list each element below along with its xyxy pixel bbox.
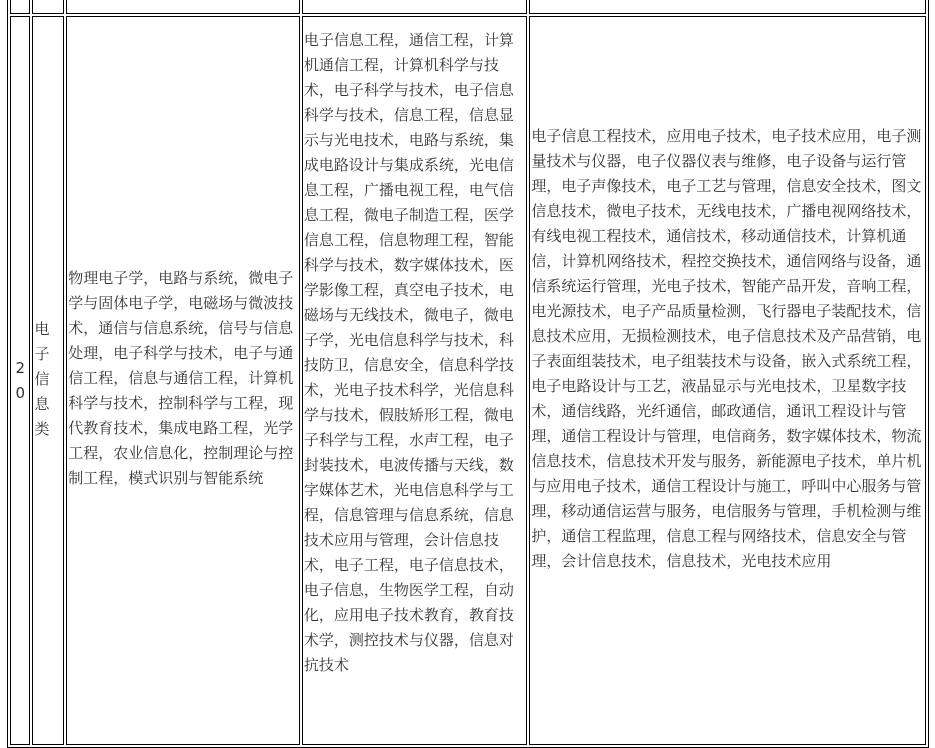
undergraduate-majors-text: 电子信息工程，通信工程，计算机通信工程，计算机科学与技术，电子科学与技术，电子信息科学与技术，信息工程，信息显示与光电技术，电路与系统，集成电路设计与集成系统，光电信息工程，广播电视工程，电气信息工程，微电子制造工程，医学信息工程，信息物理工程，智能科学与技术，数字媒体技术，医学影像工程，真空电子技术，电磁场与无线技术，微电子，微电子学，光电信息科学与技术，科技防卫，信息安全，信息科学技术，光电子技术科学，光信息科学与技术，假肢矫形工程，微电子科学与工程，水声工程，电子封装技术，电波传播与天线，数字媒体艺术，光电信息科学与工程，信息管理与信息系统，信息技术应用与管理，会计信息技术，电子工程，电子信息技术，电子信息，生物医学工程，自动化，应用电子技术教育，教育技术学，测控技术与仪器，信息对抗技术	[303, 31, 514, 674]
prev-category-cell	[32, 0, 64, 14]
category-cell	[32, 16, 64, 745]
prev-required-cell	[66, 0, 300, 14]
prev-vocational-cell	[529, 0, 926, 14]
prev-number-cell	[10, 0, 30, 14]
category-name: 电子信息类	[34, 320, 50, 438]
undergraduate-majors-cell	[302, 16, 527, 745]
required-majors-text: 物理电子学，电路与系统，微电子学与固体电子学，电磁场与微波技术，通信与信息系统，信号与信息处理，电子科学与技术，电子与通信工程，信息与通信工程，计算机科学与技术，控制科学与工程，现代教育技术，集成电路工程，光学工程，农业信息化，控制理论与控制工程，模式识别与智能系统	[68, 269, 294, 487]
required-majors-cell	[66, 16, 300, 745]
vocational-majors-cell	[529, 16, 926, 745]
row-number-cell	[10, 16, 30, 745]
table-row	[10, 16, 926, 745]
vocational-majors-text: 电子信息工程技术，应用电子技术，电子技术应用，电子测量技术与仪器，电子仪器仪表与维修，电子设备与运行管理，电子声像技术，电子工艺与管理，信息安全技术，图文信息技术，微电子技术，无线电技术，广播电视网络技术，有线电视工程技术，通信技术，移动通信技术，计算机通信，计算机网络技术，程控交换技术，通信网络与设备，通信系统运行管理，光电子技术，智能产品开发，音响工程，电光源技术，电子产品质量检测，飞行器电子装配技术，信息技术应用，无损检测技术，电子信息技术及产品营销，电子表面组装技术，电子组装技术与设备，嵌入式系统工程，电子电路设计与工艺，液晶显示与光电技术，卫星数字技术，通信线路，光纤通信，邮政通信，通讯工程设计与管理，通信工程设计与管理，电信商务，数字媒体技术，物流信息技术，信息技术开发与服务，新能源电子技术，单片机与应用电子技术，通信工程设计与施工，呼叫中心服务与管理，移动通信运营与服务，电信服务与管理，手机检测与维护，通信工程监理，信息工程与网络技术，信息安全与管理，会计信息技术，信息技术，光电技术应用	[531, 127, 922, 570]
prev-undergraduate-cell	[302, 0, 527, 14]
row-number: 20	[15, 358, 26, 402]
previous-row-edge	[10, 0, 926, 14]
majors-table	[7, 0, 929, 748]
